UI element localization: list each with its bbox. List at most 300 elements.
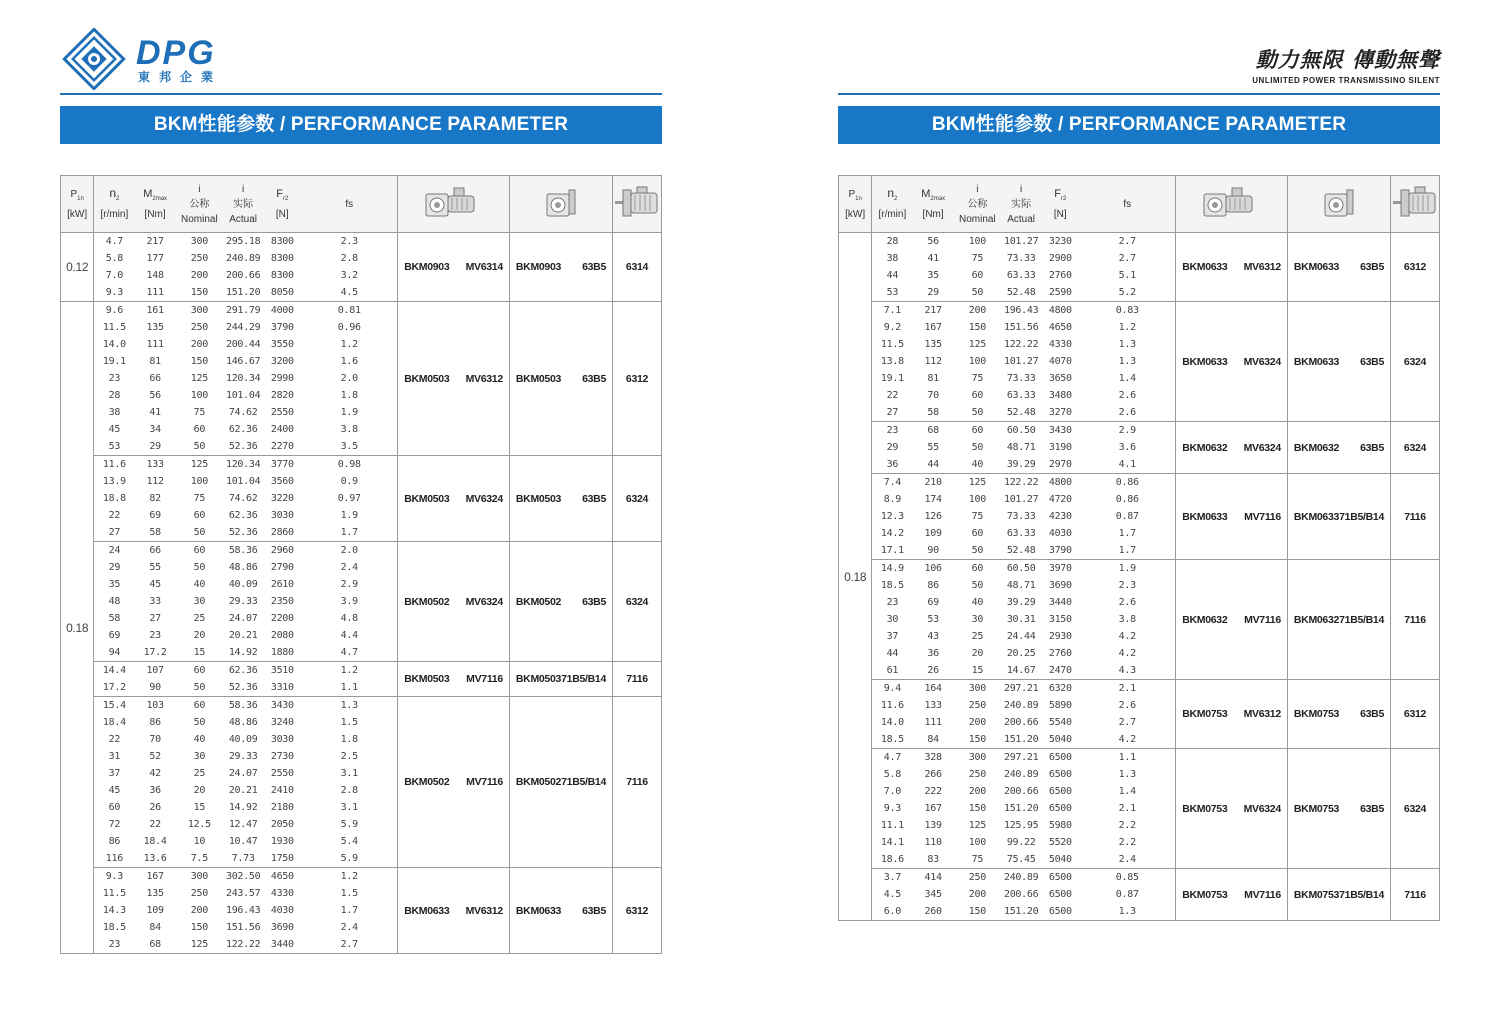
right-page [838,0,1440,1025]
table-row [61,662,662,680]
gearmotor-model: BKM0632 MV6324 [1176,422,1288,474]
table-cell: 52.48 [1006,545,1036,556]
table-cell: 56 [149,390,161,401]
table-cell: 22 [108,734,121,745]
table-cell: 125 [190,939,208,950]
table-cell: 0.86 [1079,474,1175,492]
table-cell: 266 [924,769,942,780]
table-cell: 5980 [1048,820,1072,831]
table-cell: 1.3 [1118,356,1136,367]
table-cell: 11.5 [102,888,126,899]
table-cell: 3.1 [340,768,358,779]
table-cell: 5890 [1048,700,1072,711]
table-cell: 3.2 [340,270,358,281]
table-cell: 23 [886,597,899,608]
table-cell: 2.6 [1118,390,1136,401]
table-cell: 74.62 [228,493,258,504]
reducer-icon [509,176,612,233]
table-cell: 40.09 [228,734,258,745]
table-cell: 68 [912,422,953,440]
table-cell: 291.79 [223,302,263,320]
table-cell: 6500 [1048,769,1072,780]
table-row [839,869,1440,887]
table-cell: 250 [190,322,208,333]
table-cell: 1.3 [301,697,397,715]
table-cell: 1.9 [1079,560,1175,578]
table-cell: 5.4 [340,836,358,847]
table-row [61,868,662,886]
table-cell: 5520 [1048,837,1072,848]
table-cell: 1.4 [1118,373,1136,384]
table-cell: 24.07 [228,613,258,624]
table-cell: 150 [968,734,986,745]
table-cell: 40 [971,459,984,470]
reducer-model: BKM0633 63B5 [1287,302,1390,422]
table-cell: 1.1 [340,682,358,693]
table-cell: 297.21 [1001,749,1041,767]
table-cell: 7.73 [231,853,255,864]
table-cell: 20.25 [1006,648,1036,659]
table-cell: 4330 [1048,339,1072,350]
table-cell: 120.34 [225,373,261,384]
table-cell: 3030 [270,734,294,745]
gearmotor-model: BKM0633 MV6324 [1176,302,1288,422]
table-cell: 14.0 [102,339,126,350]
table-row [61,302,662,320]
gearmotor-model: BKM0632 MV7116 [1176,560,1288,680]
table-cell: 4.8 [340,613,358,624]
table-cell: 101.27 [1003,494,1039,505]
col-service-factor: fs [301,176,397,233]
table-cell: 0.86 [1115,494,1139,505]
table-cell: 174 [924,494,942,505]
table-cell: 53 [886,287,899,298]
table-cell: 2.2 [1118,820,1136,831]
table-cell: 125.95 [1003,820,1039,831]
table-cell: 200.66 [1003,717,1039,728]
reducer-model: BKM0633 63B5 [509,868,612,954]
table-cell: 30 [971,614,984,625]
table-cell: 27 [149,613,161,624]
col-ratio-nominal: i 公称 Nominal [176,176,223,233]
table-cell: 3030 [270,510,294,521]
table-cell: 86 [927,580,939,591]
table-cell: 5.1 [1118,270,1136,281]
table-cell: 8.9 [883,494,901,505]
gearmotor-model: BKM0633 MV7116 [1176,474,1288,560]
table-cell: 7.1 [872,302,913,320]
table-cell: 4.2 [1118,631,1136,642]
header-divider [60,93,662,95]
table-cell: 52.48 [1006,287,1036,298]
gearmotor-icon [398,176,510,233]
table-cell: 297.21 [1001,680,1041,698]
header-divider [838,93,1440,95]
table-cell: 2.4 [340,562,358,573]
table-cell: 28 [108,390,121,401]
table-cell: 75 [193,407,206,418]
table-cell: 1.3 [1118,339,1136,350]
table-cell: 0.81 [301,302,397,320]
table-cell: 48.71 [1006,442,1036,453]
table-cell: 34 [149,424,161,435]
table-cell: 42 [149,768,161,779]
table-cell: 94 [108,647,121,658]
table-cell: 100 [190,390,208,401]
table-cell: 66 [134,542,175,560]
table-cell: 3650 [1048,373,1072,384]
motor-model: 6324 [1391,749,1440,869]
table-cell: 26 [927,665,939,676]
table-cell: 12.47 [228,819,258,830]
table-cell: 31 [108,751,121,762]
table-cell: 55 [927,442,939,453]
table-cell: 3690 [270,922,294,933]
table-cell: 2050 [270,819,294,830]
gearmotor-model: BKM0753 MV6324 [1176,749,1288,869]
table-cell: 300 [954,680,1001,698]
table-cell: 2760 [1048,648,1072,659]
table-cell: 58 [149,527,161,538]
table-cell: 14.1 [880,837,904,848]
slogan-english: UNLIMITED POWER TRANSMISSINO SILENT [1252,76,1440,85]
table-cell: 345 [924,889,942,900]
table-cell: 62.36 [228,424,258,435]
table-cell: 20 [193,630,206,641]
table-cell: 12.3 [880,511,904,522]
table-cell: 151.20 [1003,734,1039,745]
table-cell: 250 [968,769,986,780]
table-cell: 2.1 [1118,803,1136,814]
table-cell: 2.6 [1118,407,1136,418]
table-cell: 4650 [263,868,301,886]
table-cell: 18.4 [143,836,167,847]
table-cell: 103 [134,697,175,715]
table-cell: 52.48 [1006,407,1036,418]
gearmotor-model: BKM0753 MV6312 [1176,680,1288,749]
table-cell: 250 [954,869,1001,887]
table-cell: 55 [149,562,161,573]
table-row [61,233,662,251]
table-cell: 99.22 [1006,837,1036,848]
table-cell: 1.8 [340,390,358,401]
table-cell: 86 [108,836,121,847]
table-cell: 125 [968,339,986,350]
table-cell: 150 [190,922,208,933]
table-cell: 1.2 [301,868,397,886]
table-cell: 0.83 [1079,302,1175,320]
table-cell: 29 [108,562,121,573]
table-cell: 25 [971,631,984,642]
table-cell: 2790 [270,562,294,573]
table-cell: 200 [968,786,986,797]
table-row [839,233,1440,251]
table-cell: 75 [971,511,984,522]
table-cell: 3.7 [872,869,913,887]
table-cell: 41 [927,253,939,264]
table-cell: 10.47 [228,836,258,847]
table-cell: 135 [924,339,942,350]
table-cell: 6500 [1048,786,1072,797]
table-cell: 14.2 [880,528,904,539]
table-cell: 151.56 [1003,322,1039,333]
table-cell: 52.36 [228,527,258,538]
table-cell: 125 [176,456,223,474]
table-cell: 2.8 [340,785,358,796]
table-cell: 60 [954,422,1001,440]
table-cell: 122.22 [225,939,261,950]
reducer-model: BKM0503 71B5/B14 [509,662,612,697]
table-cell: 200.44 [225,339,261,350]
table-cell: 18.5 [102,922,126,933]
table-row [839,680,1440,698]
table-cell: 7.0 [105,270,123,281]
table-cell: 9.4 [872,680,913,698]
table-cell: 100 [968,837,986,848]
col-ratio-nominal: i 公称 Nominal [954,176,1001,233]
table-cell: 18.6 [880,854,904,865]
table-cell: 2180 [270,802,294,813]
table-cell: 58 [927,407,939,418]
table-cell: 2.4 [1118,854,1136,865]
table-cell: 3270 [1048,407,1072,418]
table-cell: 150 [968,906,986,917]
table-cell: 4.7 [340,647,358,658]
table-cell: 240.89 [1003,769,1039,780]
table-cell: 2970 [1048,459,1072,470]
table-cell: 3190 [1048,442,1072,453]
power-value: 0.12 [61,233,94,302]
power-value: 0.18 [61,302,94,954]
table-cell: 3440 [1048,597,1072,608]
table-cell: 116 [105,853,123,864]
table-cell: 200 [968,717,986,728]
table-cell: 1.6 [340,356,358,367]
table-cell: 1.4 [1118,786,1136,797]
table-cell: 2.0 [340,373,358,384]
table-cell: 300 [176,302,223,320]
table-cell: 38 [886,253,899,264]
table-cell: 6320 [1041,680,1079,698]
table-cell: 1.3 [1118,906,1136,917]
table-cell: 50 [971,580,984,591]
table-cell: 29.33 [228,751,258,762]
table-cell: 2.3 [1118,580,1136,591]
table-cell: 300 [176,233,223,251]
table-cell: 1750 [270,853,294,864]
table-cell: 101.27 [1003,356,1039,367]
table-row [839,422,1440,440]
table-cell: 22 [108,510,121,521]
table-cell: 177 [146,253,164,264]
table-cell: 14.92 [228,802,258,813]
table-cell: 5.9 [340,819,358,830]
col-speed: $n_2$ [r/min] [94,176,135,233]
table-cell: 1.7 [340,527,358,538]
table-cell: 3970 [1041,560,1079,578]
reducer-model: BKM0753 63B5 [1287,749,1390,869]
table-cell: 18.4 [102,717,126,728]
table-cell: 133 [134,456,175,474]
table-cell: 2900 [1048,253,1072,264]
table-cell: 36 [886,459,899,470]
table-cell: 1.2 [340,339,358,350]
table-cell: 139 [924,820,942,831]
motor-model: 6314 [613,233,662,302]
table-cell: 101.04 [225,476,261,487]
table-cell: 5.8 [105,253,123,264]
table-row [61,542,662,560]
table-cell: 33 [149,596,161,607]
motor-model: 7116 [1391,560,1440,680]
table-cell: 45 [108,785,121,796]
table-cell: 15.4 [94,697,135,715]
table-cell: 23 [149,630,161,641]
table-cell: 73.33 [1006,373,1036,384]
table-cell: 151.20 [1003,803,1039,814]
table-cell: 14.9 [872,560,913,578]
table-cell: 35 [927,270,939,281]
table-cell: 3240 [270,717,294,728]
performance-table-left [60,175,662,954]
table-cell: 86 [149,717,161,728]
table-cell: 2.2 [1118,837,1136,848]
table-cell: 8300 [270,253,294,264]
table-cell: 84 [149,922,161,933]
table-cell: 60 [108,802,121,813]
table-cell: 29 [886,442,899,453]
table-cell: 100 [954,233,1001,251]
table-cell: 84 [927,734,939,745]
table-cell: 2200 [270,613,294,624]
table-cell: 112 [146,476,164,487]
table-cell: 60 [954,560,1001,578]
table-cell: 4800 [1041,474,1079,492]
section-banner: BKM性能参数 / PERFORMANCE PARAMETER [60,106,662,144]
table-cell: 24.44 [1006,631,1036,642]
table-cell: 4800 [1041,302,1079,320]
table-cell: 73.33 [1006,253,1036,264]
table-cell: 22 [886,390,899,401]
table-cell: 44 [927,459,939,470]
table-cell: 167 [924,803,942,814]
table-cell: 13.9 [102,476,126,487]
table-cell: 20.21 [228,630,258,641]
table-cell: 2.7 [1118,253,1136,264]
table-cell: 24.07 [228,768,258,779]
gearmotor-model: BKM0503 MV6312 [398,302,510,456]
table-cell: 2990 [270,373,294,384]
table-cell: 126 [924,511,942,522]
table-cell: 11.6 [94,456,135,474]
reducer-model: BKM0632 63B5 [1287,422,1390,474]
col-power: $P_{1n}$ [kW] [61,176,94,233]
table-cell: 150 [190,356,208,367]
table-cell: 30 [886,614,899,625]
table-cell: 3430 [1041,422,1079,440]
motor-model: 6324 [613,456,662,542]
table-cell: 35 [108,579,121,590]
table-cell: 4.5 [340,287,358,298]
table-cell: 2.7 [340,939,358,950]
col-ratio-actual: i 实际 Actual [223,176,263,233]
reducer-model: BKM0633 63B5 [1287,233,1390,302]
table-cell: 3.5 [340,441,358,452]
table-cell: 63.33 [1006,390,1036,401]
table-cell: 1.2 [1118,322,1136,333]
table-cell: 28 [872,233,913,251]
table-cell: 48.86 [228,717,258,728]
table-cell: 30.31 [1006,614,1036,625]
table-row [839,560,1440,578]
table-cell: 161 [134,302,175,320]
table-cell: 2.0 [301,542,397,560]
table-cell: 200.66 [225,270,261,281]
table-cell: 58.36 [223,542,263,560]
table-cell: 111 [146,339,164,350]
table-cell: 6500 [1048,803,1072,814]
col-radial-force: $F_{r2}$ [N] [1041,176,1079,233]
table-cell: 62.36 [228,510,258,521]
table-cell: 82 [149,493,161,504]
table-cell: 5.2 [1118,287,1136,298]
table-cell: 200.66 [1003,786,1039,797]
table-cell: 300 [954,749,1001,767]
table-cell: 3560 [270,476,294,487]
table-cell: 2350 [270,596,294,607]
table-cell: 2.7 [1079,233,1175,251]
motor-model: 7116 [1391,869,1440,921]
table-cell: 4650 [1048,322,1072,333]
table-cell: 50 [193,717,206,728]
table-cell: 2.1 [1079,680,1175,698]
table-cell: 0.85 [1079,869,1175,887]
table-cell: 9.3 [105,287,123,298]
table-cell: 150 [968,322,986,333]
table-cell: 2080 [270,630,294,641]
reducer-icon [1287,176,1390,233]
table-cell: 240.89 [1001,869,1041,887]
table-cell: 1930 [270,836,294,847]
table-cell: 3150 [1048,614,1072,625]
table-cell: 4030 [270,905,294,916]
table-cell: 2270 [270,441,294,452]
table-cell: 2.9 [1079,422,1175,440]
table-cell: 2550 [270,768,294,779]
table-cell: 5.8 [883,769,901,780]
table-cell: 41 [149,407,161,418]
table-cell: 122.22 [1001,474,1041,492]
table-row [839,474,1440,492]
table-cell: 17.1 [880,545,904,556]
col-ratio-actual: i 实际 Actual [1001,176,1041,233]
col-torque: $M_{2max}$ [Nm] [912,176,953,233]
table-cell: 43 [927,631,939,642]
brand-chinese-name: 東邦企業 [138,70,223,84]
table-cell: 60 [971,270,984,281]
table-cell: 4.5 [883,889,901,900]
table-cell: 58.36 [223,697,263,715]
table-cell: 60 [176,542,223,560]
table-cell: 60 [971,528,984,539]
table-cell: 12.5 [187,819,211,830]
reducer-model: BKM0753 71B5/B14 [1287,869,1390,921]
table-cell: 125 [954,474,1001,492]
reducer-model: BKM0753 63B5 [1287,680,1390,749]
table-cell: 4030 [1048,528,1072,539]
table-cell: 3.1 [340,802,358,813]
table-cell: 200.66 [1003,889,1039,900]
